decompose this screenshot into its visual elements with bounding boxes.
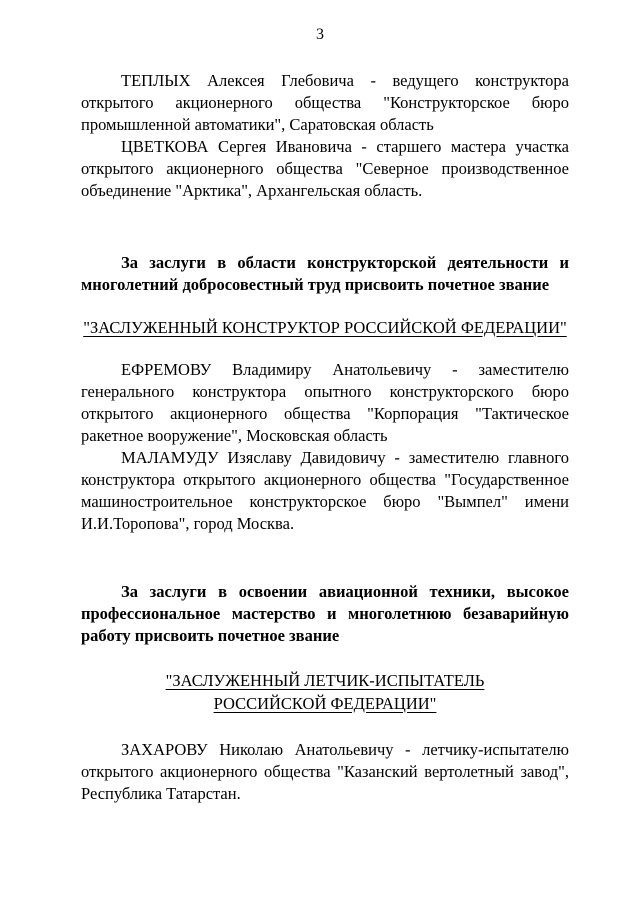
- test-pilot-decree-text: За заслуги в освоении авиационной техники, высокое профессиональное мастерство и многолетнюю безаварийную работу присвоить почетное звание: [81, 582, 569, 645]
- award-entry-zakharov: ЗАХАРОВУ Николаю Анатольевичу - летчику-испытателю открытого акционерного общества "Казанский вертолетный завод", Республика Татарстан.: [81, 740, 569, 803]
- designer-decree-text: За заслуги в области конструкторской деятельности и многолетний добросовестный труд присвоить почетное звание: [81, 253, 569, 294]
- document-body: [81, 70, 569, 805]
- award-entry-teplykh: ТЕПЛЫХ Алексея Глебовича - ведущего конструктора открытого акционерного общества "Конструкторское бюро промышленной автоматики", Саратовская область: [81, 71, 569, 134]
- test-pilot-title-line-2: РОССИЙСКОЙ ФЕДЕРАЦИИ": [213, 694, 437, 713]
- designer-honorary-title: "ЗАСЛУЖЕННЫЙ КОНСТРУКТОР РОССИЙСКОЙ ФЕДЕРАЦИИ": [83, 318, 567, 337]
- test-pilot-honorary-title: [81, 669, 569, 715]
- page-number: 3: [316, 26, 324, 43]
- award-entry-malamud: МАЛАМУДУ Изяславу Давидовичу - заместителю главного конструктора открытого акционерного общества "Государственное машиностроительное конструкторское бюро "Вымпел" имени И.И.Торопова", город Москва.: [81, 448, 569, 533]
- award-entry-tsvetkov: ЦВЕТКОВА Сергея Ивановича - старшего мастера участка открытого акционерного общества "Северное производственное объединение "Арктика", Архангельская область.: [81, 137, 569, 200]
- test-pilot-title-line-1: "ЗАСЛУЖЕННЫЙ ЛЕТЧИК-ИСПЫТАТЕЛЬ: [165, 671, 485, 690]
- award-entry-efremov: ЕФРЕМОВУ Владимиру Анатольевичу - заместителю генерального конструктора опытного конструкторского бюро открытого акционерного общества "Корпорация "Тактическое ракетное вооружение", Московская область: [81, 360, 569, 445]
